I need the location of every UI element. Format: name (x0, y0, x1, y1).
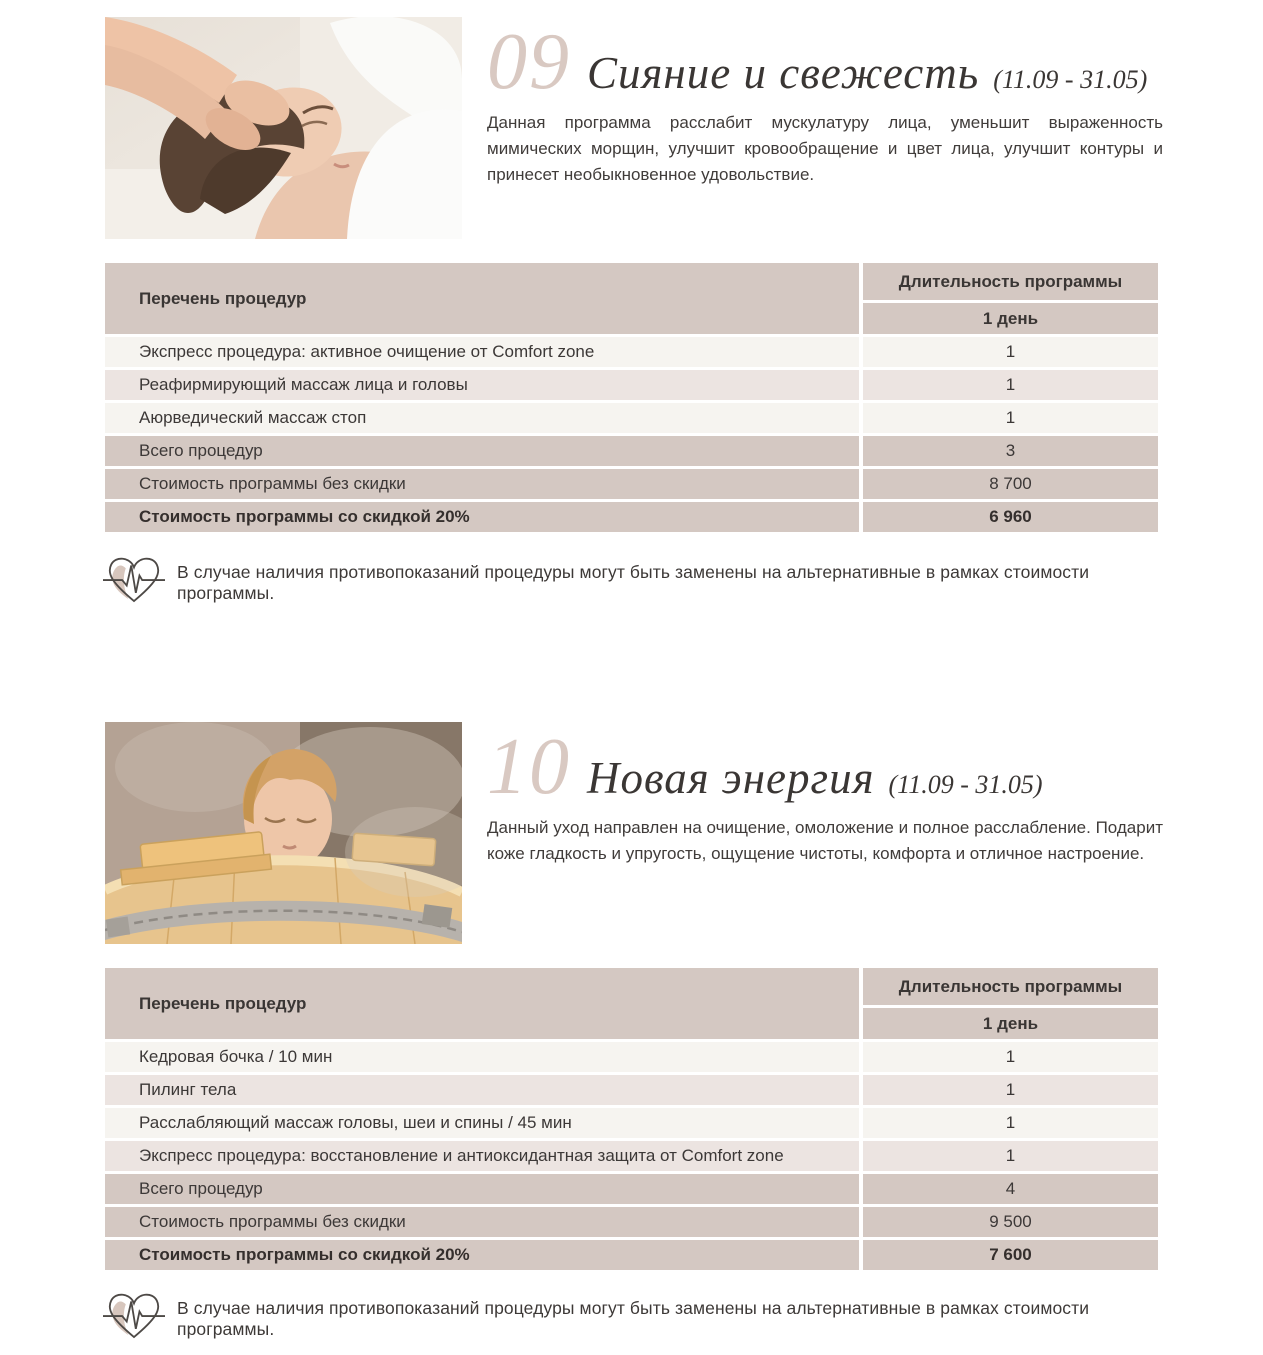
program-title: Новая энергия (587, 753, 875, 803)
procedure-label: Кедровая бочка / 10 мин (105, 1042, 859, 1072)
procedures-column-header: Перечень процедур (105, 263, 859, 334)
program-number: 09 (487, 18, 571, 106)
program-10-note (103, 1288, 1163, 1350)
table-row (105, 1108, 1158, 1138)
cedar-barrel-illustration (105, 722, 462, 944)
price-label: Стоимость программы без скидки (105, 469, 859, 499)
massage-photo-illustration (105, 17, 462, 239)
program-description: Данная программа расслабит мускулатуру лица, уменьшит выраженность мимических морщин, улучшит кровообращение и цвет лица, улучшит контуры и принесет необыкновенное удовольствие. (487, 113, 1163, 184)
procedure-value: 1 (863, 1141, 1158, 1171)
procedure-value: 1 (863, 370, 1158, 400)
total-procedures-row (105, 436, 1158, 466)
heart-ecg-icon (103, 1290, 165, 1349)
table-header-row (105, 263, 1158, 300)
program-09-price-table (101, 260, 1162, 535)
procedure-label: Аюрведический массаж стоп (105, 403, 859, 433)
procedure-value: 1 (863, 1108, 1158, 1138)
table-row (105, 337, 1158, 367)
note-text: В случае наличия противопоказаний процедуры могут быть заменены на альтернативные в рамках стоимости программы. (177, 1298, 1090, 1339)
program-10-title-line (487, 723, 1163, 811)
duration-subheader: 1 день (863, 1008, 1158, 1039)
procedure-label: Экспресс процедура: восстановление и антиоксидантная защита от Comfort zone (105, 1141, 859, 1171)
total-label: Всего процедур (105, 1174, 859, 1204)
program-09-note (103, 552, 1163, 614)
procedure-label: Расслабляющий массаж головы, шеи и спины / 45 мин (105, 1108, 859, 1138)
program-number: 10 (487, 723, 571, 811)
discount-price-row (105, 1240, 1158, 1270)
duration-subheader: 1 день (863, 303, 1158, 334)
table-row (105, 370, 1158, 400)
program-10-header (487, 723, 1163, 867)
price-label: Стоимость программы без скидки (105, 1207, 859, 1237)
program-09-header (487, 18, 1163, 188)
procedure-label: Реафирмирующий массаж лица и головы (105, 370, 859, 400)
massage-photo (105, 17, 462, 239)
program-09-title-line (487, 18, 1163, 106)
discount-price-label: Стоимость программы со скидкой 20% (105, 502, 859, 532)
program-title: Сияние и свежесть (587, 48, 980, 98)
price-row (105, 1207, 1158, 1237)
discount-price-row (105, 502, 1158, 532)
total-value: 4 (863, 1174, 1158, 1204)
procedure-value: 1 (863, 403, 1158, 433)
cedar-barrel-photo (105, 722, 462, 944)
table-row (105, 1141, 1158, 1171)
price-row (105, 469, 1158, 499)
discount-price-label: Стоимость программы со скидкой 20% (105, 1240, 859, 1270)
price-value: 9 500 (863, 1207, 1158, 1237)
procedure-label: Пилинг тела (105, 1075, 859, 1105)
duration-column-header: Длительность программы (863, 968, 1158, 1005)
program-date-range: (11.09 - 31.05) (993, 65, 1148, 94)
total-value: 3 (863, 436, 1158, 466)
table-row (105, 1042, 1158, 1072)
discount-price-value: 6 960 (863, 502, 1158, 532)
program-10-price-table (101, 965, 1162, 1273)
program-description: Данный уход направлен на очищение, омоложение и полное расслабление. Подарит коже гладкость и упругость, ощущение чистоты, комфорта и отличное настроение. (487, 818, 1163, 863)
table-row (105, 1075, 1158, 1105)
procedure-label: Экспресс процедура: активное очищение от Comfort zone (105, 337, 859, 367)
total-label: Всего процедур (105, 436, 859, 466)
note-text: В случае наличия противопоказаний процедуры могут быть заменены на альтернативные в рамках стоимости программы. (177, 562, 1090, 603)
price-value: 8 700 (863, 469, 1158, 499)
duration-column-header: Длительность программы (863, 263, 1158, 300)
table-row (105, 403, 1158, 433)
program-date-range: (11.09 - 31.05) (888, 770, 1043, 799)
procedure-value: 1 (863, 1075, 1158, 1105)
discount-price-value: 7 600 (863, 1240, 1158, 1270)
heart-ecg-icon (103, 554, 165, 613)
procedure-value: 1 (863, 337, 1158, 367)
procedure-value: 1 (863, 1042, 1158, 1072)
total-procedures-row (105, 1174, 1158, 1204)
procedures-column-header: Перечень процедур (105, 968, 859, 1039)
table-header-row (105, 968, 1158, 1005)
